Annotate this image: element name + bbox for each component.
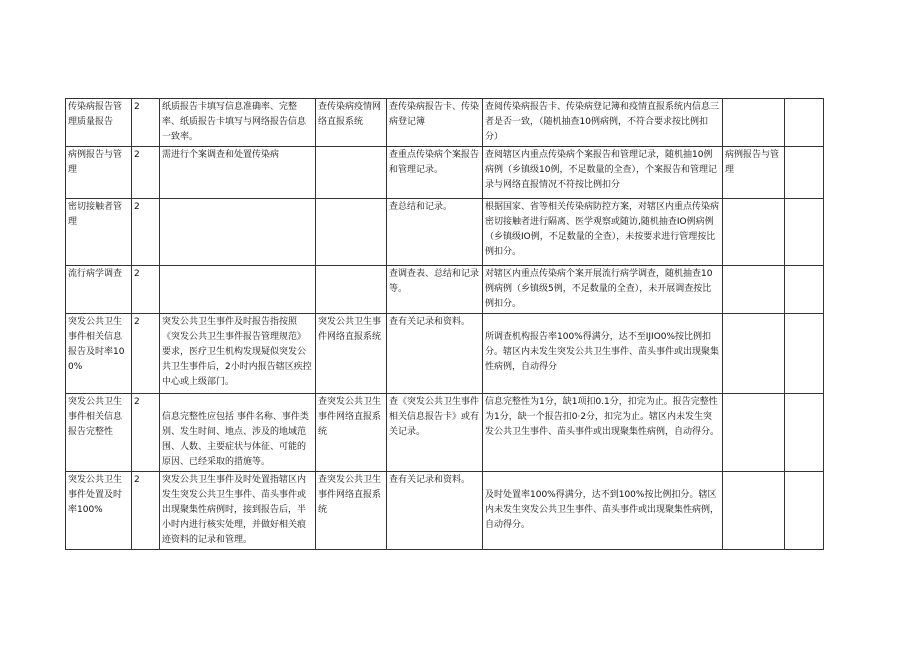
- score-cell: 2: [132, 147, 160, 199]
- material-cell: 查总结和记录。: [387, 199, 483, 266]
- method-cell: 信息完整性为1分，缺1项扣0.1分，扣完为止。报告完整性为1分，缺一个报告扣0·2分，扣完为止。辖区内未发生突发公共卫生事件、苗头事件或出现聚集性病例，自动得分。: [483, 394, 723, 472]
- remark-cell: [723, 394, 785, 472]
- standard-text: 信息完整性应包括 事件名称、事件类别、发生时间、地点、涉及的地域范围、人数、主要症状与体征、可能的原因、已经采取的措施等。: [162, 412, 309, 467]
- table-row: [66, 314, 824, 394]
- standard-cell: 突发公共卫生事件及时处置指辖区内发生突发公共卫生事件、苗头事件或出现聚集性病例时，接到报告后，半小时内进行核实处理，并做好相关痕迹资料的记录和管理。: [160, 472, 316, 550]
- remark-cell: [723, 266, 785, 314]
- blank-cell: [785, 199, 824, 266]
- standard-cell: 纸质报告卡填写信息准确率、完整率、纸质报告卡填写与网络报告信息一致率。: [160, 99, 316, 147]
- material-cell: 查有关记录和资料。: [387, 314, 483, 394]
- item-cell: 病例报告与管理: [66, 147, 132, 199]
- table-row: [66, 199, 824, 266]
- score-cell: 2: [132, 394, 160, 472]
- table-row: [66, 266, 824, 314]
- remark-cell: [723, 314, 785, 394]
- source-cell: 查突发公共卫生事件网络直报系统: [316, 472, 387, 550]
- source-cell: 查传染病疫情网络直报系统: [316, 99, 387, 147]
- standard-cell: 需进行个案调查和处置传染病: [160, 147, 316, 199]
- standard-cell: [160, 199, 316, 266]
- material-cell: 查《突发公共卫生事件相关信息报告卡》或有关记录。: [387, 394, 483, 472]
- standard-cell: [160, 266, 316, 314]
- blank-cell: [785, 472, 824, 550]
- score-cell: 2: [132, 266, 160, 314]
- blank-cell: [785, 394, 824, 472]
- method-cell: [483, 314, 723, 394]
- item-cell: 传染病报告管理质量报告: [66, 99, 132, 147]
- material-cell: 查调查表、总结和记录等。: [387, 266, 483, 314]
- remark-cell: [723, 99, 785, 147]
- method-cell: 对辖区内重点传染病个案开展流行病学调查，随机抽查10例病例（乡镇级5例，不足数量的全查），未开展调查按比例扣分。: [483, 266, 723, 314]
- item-cell: 突发公共卫生事件相关信息报告完整性: [66, 394, 132, 472]
- blank-cell: [785, 314, 824, 394]
- score-cell: 2: [132, 99, 160, 147]
- method-cell: 根据国家、省等相关传染病防控方案，对辖区内重点传染病密切接触者进行隔离、医学观察或随访,随机抽查IO例病例（乡镇级IO例，不足数量的全查），未按要求进行管理按比例扣分。: [483, 199, 723, 266]
- table-row: [66, 472, 824, 550]
- method-cell: [483, 472, 723, 550]
- method-text: 及时处置率100%得满分，达不到100%按比例扣分。辖区内未发生突发公共卫生事件、苗头事件或出现聚集性病例，自动得分。: [485, 490, 720, 530]
- score-cell: 2: [132, 199, 160, 266]
- material-cell: 查传染病报告卡、传染病登记簿: [387, 99, 483, 147]
- source-cell: [316, 266, 387, 314]
- material-cell: 查重点传染病个案报告和管理记录。: [387, 147, 483, 199]
- item-cell: 密切接触者管理: [66, 199, 132, 266]
- table-row: [66, 394, 824, 472]
- standard-cell: [160, 394, 316, 472]
- score-cell: 2: [132, 472, 160, 550]
- item-cell: 突发公共卫生事件相关信息报告及时率100%: [66, 314, 132, 394]
- source-cell: 突发公共卫生事件网络直报系统: [316, 314, 387, 394]
- item-cell: 突发公共卫生事件处置及时率100%: [66, 472, 132, 550]
- remark-cell: [723, 472, 785, 550]
- material-cell: 查有关记录和资料。: [387, 472, 483, 550]
- remark-cell: 病例报告与管理: [723, 147, 785, 199]
- blank-cell: [785, 99, 824, 147]
- table-row: [66, 147, 824, 199]
- method-cell: 查阅传染病报告卡、传染病登记簿和疫情直报系统内信息三者是否一致，（随机抽查10例病例，不符合要求按比例扣分）: [483, 99, 723, 147]
- standard-cell: 突发公共卫生事件及时报告指按照《突发公共卫生事件报告管理规范》要求，医疗卫生机构发现疑似突发公共卫生事件后，2小时内报告辖区疾控中心或上级部门。: [160, 314, 316, 394]
- source-cell: [316, 199, 387, 266]
- table-row: [66, 99, 824, 147]
- remark-cell: [723, 199, 785, 266]
- item-cell: 流行病学调查: [66, 266, 132, 314]
- score-cell: 2: [132, 314, 160, 394]
- assessment-table: [65, 98, 824, 550]
- method-text: 所调查机构报告率100%得满分，达不至IJIO0%按比例扣分。辖区内未发生突发公共卫生事件、苗头事件或出现聚集性病例，自动得分: [485, 332, 720, 372]
- source-cell: 查突发公共卫生事件网络直报系统: [316, 394, 387, 472]
- method-cell: 查阅辖区内重点传染病个案报告和管理记录，随机抽10例病例（乡镇级10例，不足数量的全查），个案报告和管理记录与网络直报情况不符按比例扣分: [483, 147, 723, 199]
- blank-cell: [785, 147, 824, 199]
- source-cell: [316, 147, 387, 199]
- blank-cell: [785, 266, 824, 314]
